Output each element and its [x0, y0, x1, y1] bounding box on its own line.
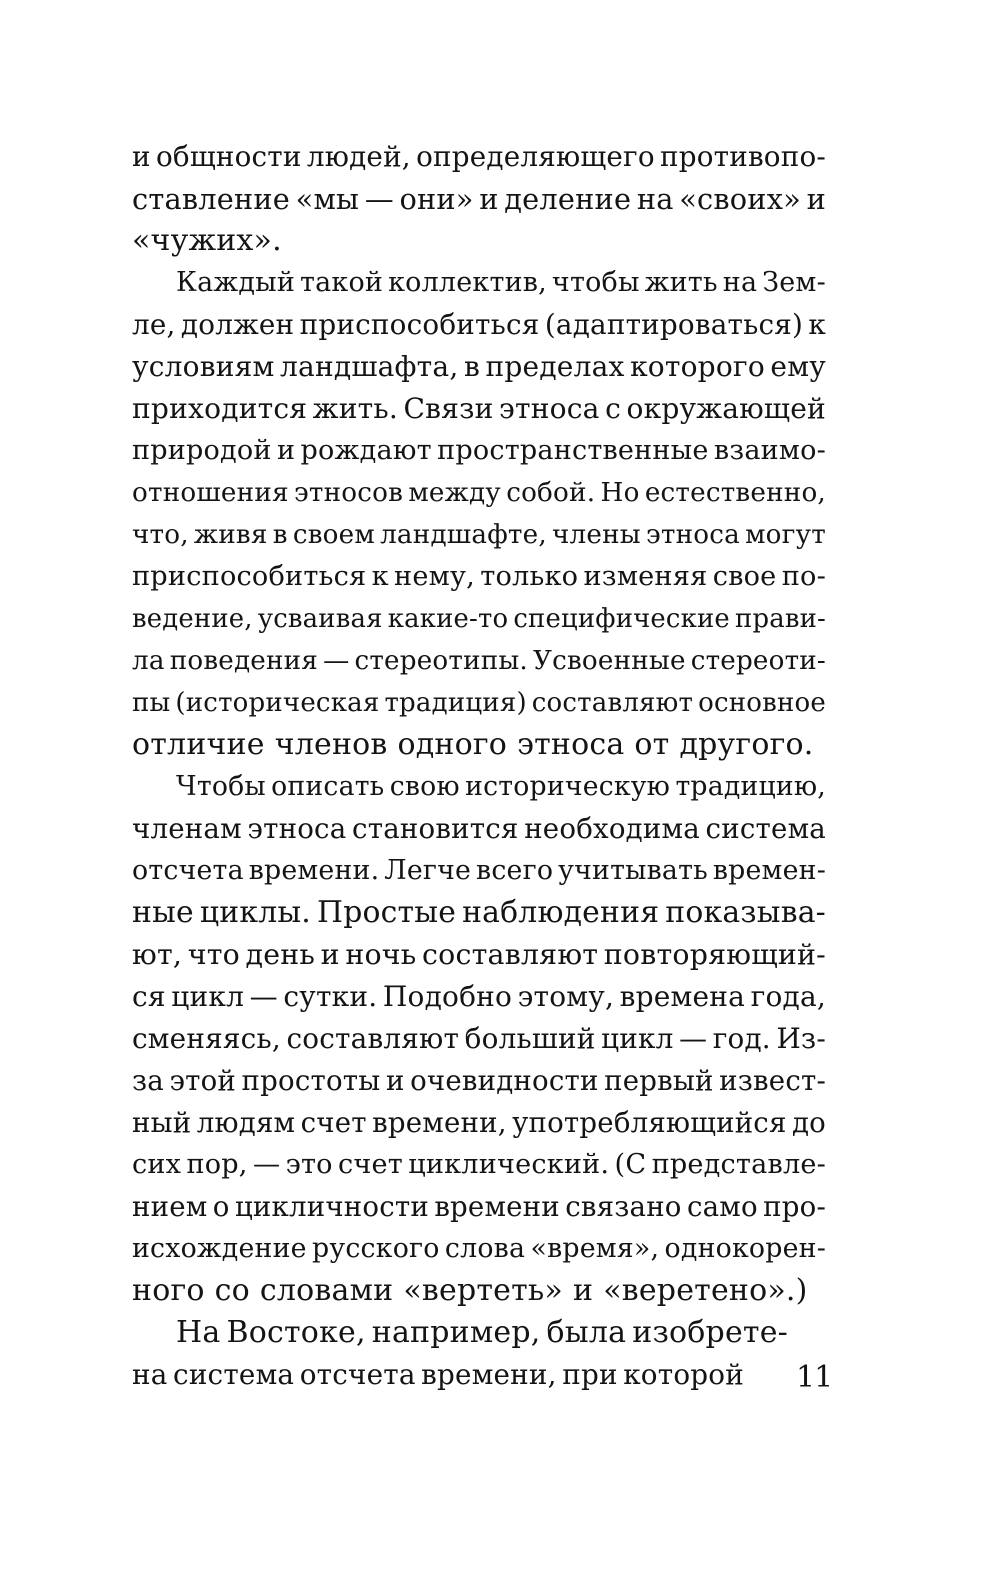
word: ведение, — [132, 604, 253, 634]
word: пределах — [485, 350, 625, 383]
word: и — [132, 140, 151, 173]
text-line — [132, 1018, 826, 1060]
word: времени, — [421, 1358, 557, 1391]
word: стереотипы. — [354, 646, 528, 676]
word: другого. — [679, 727, 814, 762]
word: этноса — [499, 392, 600, 425]
word: пространственные — [437, 435, 709, 466]
word: ему — [770, 350, 826, 383]
text-line — [132, 262, 826, 304]
text-line — [132, 514, 826, 556]
word: этому, — [517, 980, 615, 1013]
word: взаимо- — [713, 435, 826, 466]
word: времени, — [372, 1106, 507, 1139]
word: — — [364, 182, 394, 216]
word: между — [408, 478, 501, 508]
word: Подобно — [382, 980, 513, 1013]
word: которого — [630, 350, 765, 383]
text-line — [132, 850, 826, 892]
word: Чтобы — [176, 771, 266, 802]
text-line — [132, 556, 826, 598]
word: представле- — [651, 1149, 826, 1180]
word: Усвоенные — [533, 646, 686, 676]
word: противопо- — [660, 140, 826, 173]
text-line — [132, 598, 826, 640]
word: от — [634, 727, 670, 762]
word: про- — [763, 1190, 826, 1223]
word: На — [176, 1315, 221, 1350]
word: традицию, — [675, 771, 826, 802]
word: (историческая — [175, 688, 380, 718]
word: основное — [698, 688, 826, 718]
word: и — [320, 938, 340, 971]
word: членов — [274, 727, 388, 762]
word: словами — [259, 1273, 394, 1308]
word: времена — [619, 980, 746, 1013]
word: ют, — [132, 938, 183, 971]
text-line — [132, 1312, 788, 1354]
word: могут — [745, 520, 826, 550]
word: что — [187, 938, 240, 971]
word: нием — [132, 1190, 208, 1223]
word: составляют — [286, 1022, 460, 1055]
word: людей, — [306, 140, 411, 173]
word: это — [285, 1149, 333, 1180]
word: отсчета — [132, 855, 244, 886]
word: ла — [132, 646, 165, 676]
text-line — [132, 388, 826, 430]
word: на — [722, 267, 758, 298]
word: год. — [712, 1022, 771, 1055]
text-line — [132, 430, 826, 472]
word: стереоти- — [690, 646, 826, 676]
word: прави- — [735, 604, 826, 634]
text-line — [132, 1144, 826, 1186]
word: о — [212, 1190, 230, 1223]
word: своем — [292, 520, 375, 550]
word: этноса — [517, 727, 625, 762]
word: — — [679, 1022, 708, 1055]
word: приспособиться — [299, 308, 540, 341]
word: общности — [155, 140, 302, 173]
word: только — [480, 561, 579, 592]
word: и — [806, 182, 826, 216]
word: приходится — [132, 392, 308, 425]
word: собой. — [506, 478, 596, 508]
word: какие-то — [387, 604, 509, 634]
body-text — [132, 136, 826, 1396]
word: при — [562, 1358, 618, 1391]
word: на — [636, 182, 674, 216]
word: историческую — [465, 771, 671, 802]
word: описать — [271, 771, 385, 802]
word: изобрете- — [632, 1315, 788, 1350]
text-line — [132, 724, 826, 766]
word: и — [479, 182, 499, 216]
word: специфические — [513, 604, 730, 634]
word: «веретено».) — [603, 1273, 808, 1308]
text-line — [132, 682, 826, 724]
word: усваивая — [257, 604, 383, 634]
word: однокорен- — [664, 1233, 826, 1264]
word: людям — [196, 1106, 296, 1139]
word: ночь — [345, 938, 417, 971]
word: члены — [552, 520, 641, 550]
word: такой — [300, 267, 384, 298]
word: свою — [389, 771, 460, 802]
word: до — [791, 1106, 826, 1139]
word: повторяющий- — [603, 938, 826, 971]
word: и — [572, 1273, 594, 1308]
word: чтобы — [551, 267, 640, 298]
text-line — [132, 304, 826, 346]
word: исхождение — [132, 1233, 307, 1264]
word: традиция) — [384, 688, 527, 718]
text-line — [132, 178, 826, 220]
text-line — [132, 136, 826, 178]
word: циклический. — [408, 1149, 610, 1180]
word: природой — [132, 435, 272, 466]
text-line — [132, 934, 826, 976]
word: Каждый — [176, 267, 296, 298]
word: сих — [132, 1149, 182, 1180]
word: деление — [504, 182, 632, 216]
word: ного — [132, 1273, 205, 1308]
word: цикл — [601, 1022, 674, 1055]
word: — — [323, 646, 350, 676]
text-line — [132, 1270, 826, 1312]
word: (адаптироваться) — [544, 308, 804, 341]
word: счет — [337, 1149, 403, 1180]
text-line — [132, 1354, 744, 1396]
word: Связи — [403, 392, 494, 425]
word: система — [173, 1358, 295, 1391]
word: «чужих». — [132, 223, 282, 258]
word: — — [252, 1149, 281, 1180]
text-line — [132, 808, 826, 850]
word: с — [605, 392, 622, 425]
text-line — [132, 1102, 826, 1144]
word: связано — [565, 1190, 682, 1223]
word: Легче — [384, 855, 472, 886]
word: отличие — [132, 727, 265, 762]
word: русского — [312, 1233, 440, 1264]
word: должен — [180, 308, 295, 341]
text-line — [132, 1228, 826, 1270]
text-line — [132, 1060, 826, 1102]
word: что, — [132, 520, 189, 550]
word: употребляющийся — [512, 1106, 787, 1139]
text-line — [132, 640, 826, 682]
word: Простые — [316, 895, 457, 930]
word: и — [276, 435, 296, 466]
word: этносов — [293, 478, 404, 508]
word: слова — [444, 1233, 526, 1264]
word: окружающей — [626, 392, 826, 425]
word: времени — [434, 1190, 560, 1223]
word: показыва- — [665, 895, 826, 930]
word: поведения — [169, 646, 319, 676]
word: наблюдения — [462, 895, 660, 930]
word: свое — [712, 561, 777, 592]
word: составляют — [422, 938, 599, 971]
word: — — [249, 980, 278, 1013]
word: ный — [132, 1106, 192, 1139]
word: составляют — [531, 688, 694, 718]
word: живя — [193, 520, 268, 550]
word: например, — [371, 1315, 541, 1350]
word: рождают — [300, 435, 432, 466]
word: изменяя — [583, 561, 708, 592]
word: необходима — [524, 812, 700, 845]
word: первый — [604, 1064, 714, 1097]
word: «время», — [530, 1233, 660, 1264]
word: в — [463, 350, 480, 383]
word: года, — [750, 980, 826, 1013]
word: отношения — [132, 478, 289, 508]
word: за — [132, 1064, 164, 1097]
word: которой — [623, 1358, 744, 1391]
word: счет — [300, 1106, 367, 1139]
word: отсчета — [299, 1358, 416, 1391]
word: «мы — [295, 182, 360, 216]
word: этой — [169, 1064, 236, 1097]
word: и — [385, 1064, 405, 1097]
text-line — [132, 766, 826, 808]
word: времени. — [248, 855, 380, 886]
word: ные — [132, 895, 194, 930]
word: по- — [781, 561, 826, 592]
text-line — [132, 1186, 826, 1228]
text-line — [132, 346, 826, 388]
word: этноса — [645, 520, 740, 550]
word: ставление — [132, 182, 291, 216]
word: сменяясь, — [132, 1022, 281, 1055]
word: со — [214, 1273, 250, 1308]
text-line — [132, 472, 826, 514]
word: времен- — [712, 855, 826, 886]
word: к — [371, 561, 389, 592]
word: нему, — [394, 561, 475, 592]
word: одного — [397, 727, 508, 762]
word: этноса — [247, 812, 347, 845]
word: «вертеть» — [403, 1273, 563, 1308]
word: учитывать — [558, 855, 708, 886]
word: Но — [600, 478, 640, 508]
word: простоты — [241, 1064, 381, 1097]
word: Востоке, — [226, 1315, 366, 1350]
word: на — [132, 1358, 168, 1391]
word: сутки. — [283, 980, 378, 1013]
word: определяющего — [416, 140, 655, 173]
word: всего — [476, 855, 554, 886]
word: пор, — [186, 1149, 248, 1180]
word: само — [686, 1190, 758, 1223]
word: больший — [464, 1022, 596, 1055]
word: Зем- — [762, 267, 826, 298]
word: цикл — [171, 980, 245, 1013]
word: к — [808, 308, 826, 341]
word: жить — [644, 267, 718, 298]
word: ландшафте, — [380, 520, 547, 550]
word: условиям — [132, 350, 275, 383]
word: пы — [132, 688, 171, 718]
word: Из- — [776, 1022, 826, 1055]
word: «своих» — [679, 182, 801, 216]
word: день — [245, 938, 316, 971]
word: была — [546, 1315, 627, 1350]
word: ся — [132, 980, 166, 1013]
word: они» — [399, 182, 474, 216]
word: извест- — [719, 1064, 826, 1097]
word: ле, — [132, 308, 176, 341]
word: становится — [352, 812, 519, 845]
word: цикличности — [234, 1190, 429, 1223]
word: система — [705, 812, 826, 845]
word: в — [272, 520, 288, 550]
word: приспособиться — [132, 561, 367, 592]
word: циклы. — [199, 895, 311, 930]
word: (С — [614, 1149, 647, 1180]
word: ландшафта, — [280, 350, 459, 383]
page-number: 11 — [796, 1360, 833, 1395]
word: очевидности — [410, 1064, 599, 1097]
word: естественно, — [644, 478, 826, 508]
text-line — [132, 220, 826, 262]
word: коллектив, — [388, 267, 547, 298]
text-line — [132, 892, 826, 934]
word: членам — [132, 812, 242, 845]
text-line — [132, 976, 826, 1018]
word: жить. — [312, 392, 399, 425]
